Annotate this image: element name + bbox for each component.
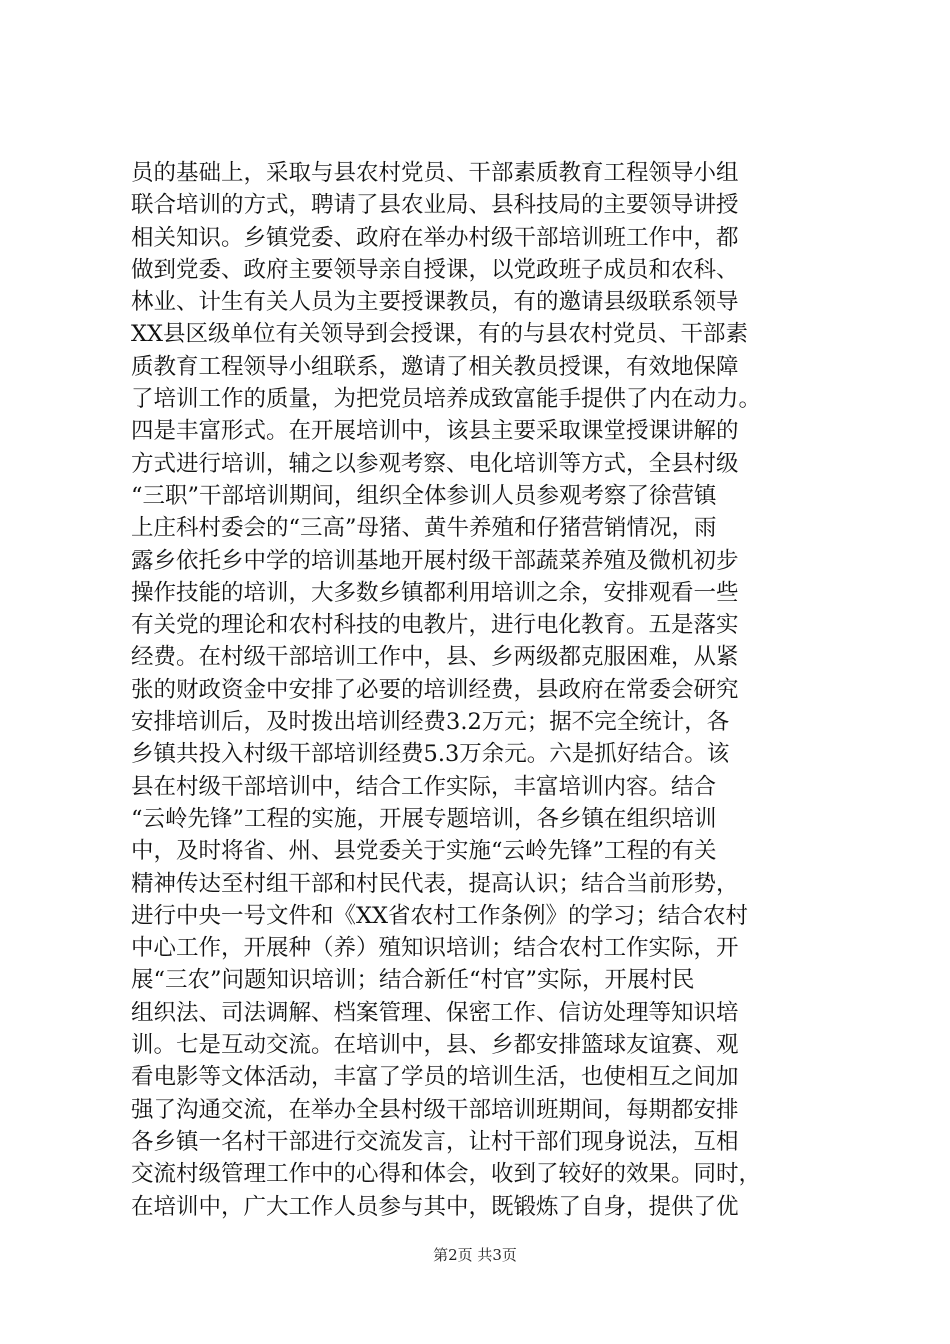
- text-line: 经费。在村级干部培训工作中，县、乡两级都克服困难，从紧: [131, 644, 739, 671]
- text-line: 交流村级管理工作中的心得和体会，收到了较好的效果。同时，: [131, 1161, 762, 1188]
- text-line: 精神传达至村组干部和村民代表，提高认识；结合当前形势，: [131, 870, 739, 897]
- text-line: 林业、计生有关人员为主要授课教员，有的邀请县级联系领导: [131, 289, 739, 316]
- text-line: 进行中央一号文件和《XX省农村工作条例》的学习；结合农村: [131, 902, 749, 929]
- text-line: 联合培训的方式，聘请了县农业局、县科技局的主要领导讲授: [131, 192, 739, 219]
- text-line: 县在村级干部培训中，结合工作实际，丰富培训内容。结合: [131, 773, 717, 800]
- text-line: 中心工作，开展种（养）殖知识培训；结合农村工作实际，开: [131, 935, 739, 962]
- text-line: 相关知识。乡镇党委、政府在举办村级干部培训班工作中，都: [131, 224, 739, 251]
- text-line: 上庄科村委会的“三高”母猪、黄牛养殖和仔猪营销情况，雨: [131, 515, 717, 542]
- text-line: 了培训工作的质量，为把党员培养成致富能手提供了内在动力。: [131, 386, 762, 413]
- text-line: 四是丰富形式。在开展培训中，该县主要采取课堂授课讲解的: [131, 418, 739, 445]
- text-line: 操作技能的培训，大多数乡镇都利用培训之余，安排观看一些: [131, 579, 739, 606]
- text-line: 张的财政资金中安排了必要的培训经费，县政府在常委会研究: [131, 676, 739, 703]
- text-line: 员的基础上，采取与县农村党员、干部素质教育工程领导小组: [131, 160, 739, 186]
- text-line: 有关党的理论和农村科技的电教片，进行电化教育。五是落实: [131, 612, 739, 639]
- text-line: 方式进行培训，辅之以参观考察、电化培训等方式，全县村级: [131, 450, 739, 477]
- body-text: [131, 157, 831, 1223]
- text-line: 各乡镇一名村干部进行交流发言，让村干部们现身说法，互相: [131, 1128, 739, 1155]
- text-line: 展“三农”问题知识培训；结合新任“村官”实际，开展村民: [131, 967, 695, 994]
- text-line: 安排培训后，及时拨出培训经费3.2万元；据不完全统计，各: [131, 709, 730, 736]
- page-footer: 第2页 共3页: [433, 1246, 517, 1264]
- text-line: 质教育工程领导小组联系，邀请了相关教员授课，有效地保障: [131, 353, 739, 380]
- text-line: 做到党委、政府主要领导亲自授课，以党政班子成员和农科、: [131, 256, 739, 283]
- text-line: 露乡依托乡中学的培训基地开展村级干部蔬菜养殖及微机初步: [131, 547, 739, 574]
- text-line: 看电影等文体活动，丰富了学员的培训生活，也使相互之间加: [131, 1064, 739, 1091]
- text-line: 训。七是互动交流。在培训中，县、乡都安排篮球友谊赛、观: [131, 1032, 739, 1059]
- text-line: 组织法、司法调解、档案管理、保密工作、信访处理等知识培: [131, 999, 739, 1026]
- text-line: 乡镇共投入村级干部培训经费5.3万余元。六是抓好结合。该: [131, 741, 730, 768]
- text-line: “三职”干部培训期间，组织全体参训人员参观考察了徐营镇: [131, 482, 717, 509]
- text-line: “云岭先锋”工程的实施，开展专题培训，各乡镇在组织培训: [131, 805, 717, 832]
- text-line: XX县区级单位有关领导到会授课，有的与县农村党员、干部素: [131, 321, 749, 348]
- text-line: 在培训中，广大工作人员参与其中，既锻炼了自身，提供了优: [131, 1193, 739, 1220]
- text-line: 中，及时将省、州、县党委关于实施“云岭先锋”工程的有关: [131, 838, 717, 865]
- text-line: 强了沟通交流，在举办全县村级干部培训班期间，每期都安排: [131, 1096, 739, 1123]
